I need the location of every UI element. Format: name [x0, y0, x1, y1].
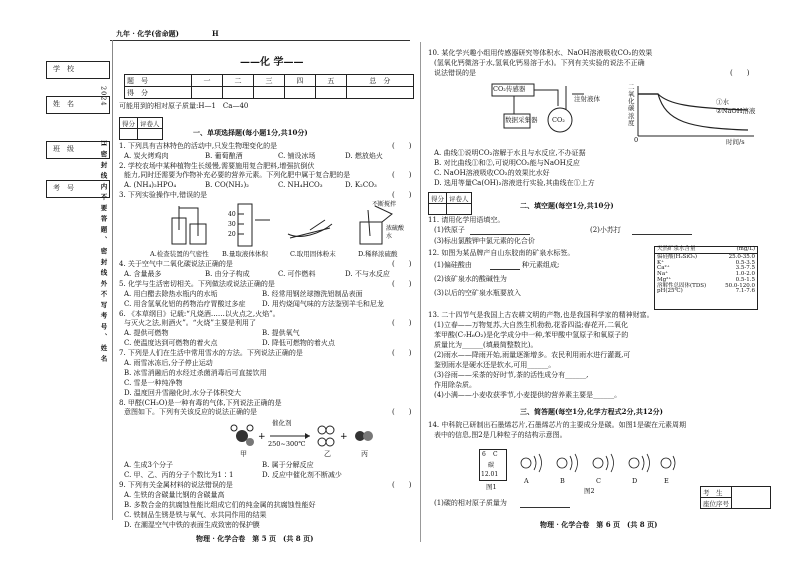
section-1-heading: 一、单项选择题(每小题1分,共10分): [193, 128, 308, 137]
sensor-label: CO₂传感器: [493, 85, 526, 93]
figure-2-caption: 图2: [584, 487, 595, 495]
label-row-value: 7.1-7.6: [735, 288, 755, 295]
origin-label: 0: [634, 136, 639, 144]
scorer-score-label: 得分: [120, 118, 138, 129]
q13-line: (1)立春——万物复苏,大自然生机勃勃,花香四溢;春花开,二氧化: [434, 321, 628, 329]
answer-paren[interactable]: ( ): [392, 280, 412, 288]
atomic-number: 6: [482, 451, 486, 458]
label-row-name: 偏硅酸(H₂SiO₃): [657, 253, 698, 260]
q3-caption-b: B.量取液体体积: [222, 250, 268, 258]
option: A. 生成3个分子: [124, 461, 173, 469]
q13-line: (4)小满——小麦收获季节,小麦提供的营养素主要是______。: [434, 391, 622, 399]
scorer-score-label: 得分: [429, 193, 447, 204]
seat-label-2: 座位序号: [701, 498, 732, 509]
score-table-cell: 五: [315, 75, 346, 87]
seat-label: 考 生: [701, 487, 732, 498]
score-input[interactable]: [253, 87, 284, 99]
answer-paren[interactable]: ( ): [392, 191, 412, 199]
score-input[interactable]: [346, 87, 413, 99]
scorer-reviewer-input[interactable]: [447, 204, 472, 215]
option: C. 可作燃料: [278, 270, 316, 278]
class-label: 班 级: [53, 145, 74, 153]
question-13: 13. 二十四节气是我国上古农耕文明的产物,也是我国科学家的精神财富。: [428, 311, 654, 319]
label-row-name: Na⁺: [657, 271, 668, 278]
question-6-cont: 与灭火之法,则酒火”。“火烧”主要是利用了: [124, 319, 256, 327]
answer-blank[interactable]: [520, 507, 570, 508]
question-4: 4. 关于空气中二氧化碳说法正确的是: [119, 260, 233, 268]
answer-paren[interactable]: ( ): [392, 171, 412, 179]
option: D. 选用等量Ca(OH)₂溶液进行实验,其曲线在①上方: [434, 179, 595, 187]
left-page-footer: 物理 · 化学合卷 第 5 页 (共 8 页): [196, 534, 314, 543]
answer-paren[interactable]: ( ): [392, 481, 412, 489]
school-label: 学 校: [53, 65, 74, 73]
option: B. 冰雪消融后的水经过杀菌消毒后可直接饮用: [124, 369, 267, 377]
seat-number-box: [700, 486, 771, 509]
score-table-cell: 题 号: [125, 75, 192, 87]
q13-line: 质量比为______(填最简整数比)。: [434, 341, 538, 349]
option: B. CO(NH₂)₂: [205, 181, 249, 189]
question-10-cont: (氢氧化钙微溶于水,氢氧化钙易溶于水)。下列有关实验的说法不正确: [434, 59, 645, 67]
svg-text:+: +: [340, 432, 348, 442]
question-8-cont: 意图如下。下列有关该反应的说法正确的是: [124, 408, 257, 416]
atomic-structure-figure: [512, 450, 682, 476]
x-axis-label: 时间/s: [726, 138, 745, 146]
option: A. (NH₄)₂HPO₄: [124, 181, 177, 189]
page-divider: [420, 42, 421, 542]
atom-label: B: [560, 477, 565, 485]
label-row-value: 0.5-1.5: [735, 276, 755, 283]
score-table-cell: 四: [284, 75, 315, 87]
question-14: 14. 中科院已研制出石墨烯芯片,石墨烯芯片的主要成分是碳。如图1是碳在元素周期: [428, 421, 687, 429]
q3-caption-d: D.稀释浓硫酸: [358, 250, 398, 258]
label-row-value: 50.0-120.0: [725, 282, 755, 289]
species-jia-label: 甲: [240, 450, 247, 458]
name-label: 姓 名: [53, 100, 74, 108]
option: B. 属于分解反应: [262, 461, 314, 469]
h-mark: H: [212, 29, 219, 38]
option: D. 降低可燃物的着火点: [262, 339, 335, 347]
graduated-cylinder-icon: [238, 204, 270, 246]
atomic-mass-note: 可能用到的相对原子质量:H—1 Ca—40: [119, 102, 249, 110]
atom-c-icon: [593, 458, 603, 468]
q13-line: 作用除杂质。: [434, 381, 476, 389]
section-3-heading: 三、简答题(每空1分,化学方程式2分,共12分): [520, 407, 663, 416]
q13-line: 苯甲酸(C₇H₆O₂)是化学成分中一种,苯甲酸中氢原子和氧原子的: [434, 331, 629, 339]
score-table-cell: 总 分: [346, 75, 413, 87]
q13-line: 鉴别雨水是硬水还是软水,可用______。: [434, 361, 556, 369]
option: A. 曲线①说明CO₂溶解于水且与水反应,不办证据: [434, 149, 586, 157]
q14-item-1: (1)碳的相对原子质量为: [434, 499, 507, 507]
option: D. 在潮湿空气中铁的表面生成致密的保护膜: [124, 521, 260, 529]
label-row-name: Mg²⁺: [657, 276, 672, 283]
question-2-cont: 能力,同时还需要为作物补充必要的营养元素。下列化肥中属于复合肥的是: [124, 171, 351, 179]
option: B. 由分子构成: [205, 270, 250, 278]
option: A. 含量最多: [124, 270, 162, 278]
question-11: 11. 请用化学用语填空。: [428, 216, 505, 224]
scorer-box: [119, 117, 163, 140]
molecule-bing-icon: [355, 431, 373, 441]
score-table-cell: 得 分: [125, 87, 192, 99]
exam-no-label: 考 号: [53, 184, 74, 192]
score-table-cell: 二: [223, 75, 254, 87]
option: D. 燃放焰火: [345, 152, 383, 160]
label-row-name: pH(25℃): [657, 288, 683, 295]
label-unit: (mg/L): [736, 246, 755, 252]
question-14-cont: 表中的信息,图2是几种粒子的结构示意图。: [434, 431, 567, 439]
atom-b-icon: [557, 458, 567, 468]
option: B. 对比曲线①和②,可说明CO₂能与NaOH反应: [434, 159, 580, 167]
option: A. 生铁的含碳量比钢的含碳量高: [124, 491, 225, 499]
year-vertical: 2024: [99, 86, 108, 107]
score-table: [124, 74, 414, 99]
q13-line: (2)雨水——降雨开始,雨量逐渐增多。农民利用雨水进行灌溉,可: [434, 351, 631, 359]
question-3: 3. 下列实验操作中,错误的是: [119, 191, 208, 199]
score-input[interactable]: [223, 87, 254, 99]
q12-item: (3)以后的空矿泉水瓶要放入: [434, 289, 521, 297]
element-symbol: C: [493, 451, 498, 458]
atom-label: E: [664, 477, 669, 485]
option: B. 多数合金的抗腐蚀性能比组成它们的纯金属的抗腐蚀性能好: [124, 501, 316, 509]
answer-paren[interactable]: ( ): [392, 142, 412, 150]
answer-blank[interactable]: [632, 234, 692, 235]
tick-label: 30: [228, 221, 236, 228]
tick-label: 20: [228, 231, 236, 238]
scorer-box-2: [428, 192, 472, 215]
element-name: 碳: [488, 462, 495, 469]
element-card: [479, 449, 507, 481]
q13-line: (3)谷雨——采茶的好时节,茶的活性成分有______,: [434, 371, 589, 379]
label-row-name: 溶解性总固体(TDS): [657, 282, 707, 289]
label-title: 天然矿泉水含量: [657, 246, 696, 252]
label-row-value: 0.5-3.5: [735, 259, 755, 266]
answer-paren[interactable]: ( ): [730, 69, 750, 77]
q11-item: (1)铁原子: [434, 226, 465, 234]
option: D. 不与水反应: [345, 270, 390, 278]
seal-line: [112, 40, 113, 520]
question-6: 6. 《本草纲目》记载:“凡烧酒……以火点之,火焰”。: [119, 310, 280, 318]
option: C. 铁制品生锈是铁与氧气、水共同作用的结果: [124, 511, 267, 519]
atom-label: C: [596, 477, 601, 485]
option: D. 用灼烧闻气味的方法鉴别羊毛和尼龙: [262, 300, 384, 308]
answer-paren[interactable]: ( ): [392, 349, 412, 357]
answer-blank[interactable]: [490, 269, 520, 270]
option: C. 用含氢氧化铝的药物治疗胃酸过多症: [124, 300, 246, 308]
option: D. 温度回升雪融化时,水分子体积变大: [124, 389, 242, 397]
score-table-cell: 三: [253, 75, 284, 87]
answer-blank[interactable]: [470, 234, 530, 235]
q11-item: (2)小苏打: [590, 226, 621, 234]
label-row-name: Ca²⁺: [657, 265, 670, 272]
atom-e-icon: [661, 458, 671, 468]
label-row-name: K⁺: [657, 259, 665, 266]
y-axis-label: 二氧化碳浓度: [628, 83, 635, 127]
right-page-footer: 物理 · 化学合卷 第 6 页 (共 8 页): [540, 520, 658, 529]
water-label: 水: [386, 233, 393, 240]
q3-caption-a: A.检查装置的气密性: [150, 250, 209, 258]
acid-label: 浓硫酸: [386, 225, 405, 232]
answer-paren[interactable]: ( ): [392, 408, 412, 416]
option: B. 提供氧气: [262, 329, 300, 337]
q11-item: (3)标出氯酸钾中氯元素的化合价: [434, 237, 535, 245]
score-input[interactable]: [315, 87, 346, 99]
question-7: 7. 下列是人们在生活中常用雪水的方法。下列说法正确的是: [119, 349, 303, 357]
score-input[interactable]: [284, 87, 315, 99]
q12-item: (1)偏硅酸由: [434, 261, 472, 269]
option: C. 雪是一种纯净物: [124, 379, 183, 387]
scorer-reviewer-label: 评卷人: [138, 118, 163, 129]
species-yi-label: 乙: [324, 450, 331, 458]
scorer-reviewer-label: 评卷人: [447, 193, 472, 204]
recorder-label: 数据采集器: [505, 116, 538, 124]
question-1: 1. 下列具有吉林特色的活动中,只发生物理变化的是: [119, 142, 278, 150]
option: D. 反应中催化剂不断减少: [262, 471, 342, 479]
question-10-cont: 说法错误的是: [434, 69, 476, 77]
answer-paren[interactable]: ( ): [392, 260, 412, 268]
q12-item: (2)该矿泉水的酸碱性为: [434, 275, 507, 283]
tick-label: 40: [228, 211, 236, 218]
species-bing-label: 丙: [361, 450, 368, 458]
atom-d-icon: [629, 458, 639, 468]
section-2-heading: 二、填空题(每空1分,共10分): [520, 201, 614, 210]
stir-label: 不断搅拌: [372, 201, 397, 208]
option: B. 葡萄酿酒: [205, 152, 243, 160]
bottle-label: CO₂: [552, 116, 565, 124]
scorer-score-input[interactable]: [120, 129, 138, 140]
grade-line: 九年 · 化学(省命题): [116, 29, 179, 38]
option: C. 铺设冰场: [278, 152, 316, 160]
option: C. NH₄HCO₃: [278, 181, 323, 189]
option: B. 经常用钢丝球擦洗铝制品表面: [262, 290, 363, 298]
seat-number-input[interactable]: [732, 487, 771, 509]
atom-a-icon: [521, 458, 531, 468]
airtight-check-icon: [172, 206, 206, 244]
mineral-water-label: [654, 246, 758, 310]
svg-text:+: +: [258, 432, 266, 442]
catalyst-label: 催化剂: [272, 419, 292, 427]
question-12: 12. 如图为某品牌产自山东胶南的矿泉水标签。: [428, 249, 575, 257]
question-10: 10. 某化学兴趣小组用传感器研究等体积水、NaOH溶液吸收CO₂的效果: [428, 49, 653, 57]
question-8: 8. 甲醛(CH₂O)是一种有毒的气体,下列说法正确的是: [119, 399, 282, 407]
figure-1-caption: 图1: [486, 483, 497, 491]
question-9: 9. 下列有关金属材料的说法错误的是: [119, 481, 233, 489]
score-table-cell: 一: [192, 75, 223, 87]
question-2: 2. 学校农场中某种植物生长缓慢,需要施用复合肥料,增强抗倒伏: [119, 162, 315, 170]
seal-vertical: H 密 封 线 内 不 要 答 题 、 密 封 线 外 不 写 考 号 、 姓 名: [99, 140, 108, 363]
question-5: 5. 化学与生活密切相关。下列做法或说法正确的是: [119, 280, 275, 288]
answer-paren[interactable]: ( ): [392, 319, 412, 327]
q3-apparatus-figure: [160, 200, 410, 250]
atomic-mass: 12.01: [481, 471, 499, 478]
legend-water: ①水: [716, 98, 729, 106]
scorer-reviewer-input[interactable]: [138, 129, 163, 140]
legend-naoh: ②NaOH溶液: [716, 107, 756, 115]
scorer-score-input[interactable]: [429, 204, 447, 215]
option: A. 用白醋去除热水瓶内的水垢: [124, 290, 218, 298]
molecule-yi-icon: [318, 426, 334, 446]
option: D. K₂CO₃: [345, 181, 377, 189]
option: A. 提供可燃物: [124, 329, 169, 337]
label-row-value: 3.5-7.5: [735, 265, 755, 272]
option: C. 甲、乙、丙的分子个数比为1∶1: [124, 471, 234, 479]
option: C. 使温度达到可燃物的着火点: [124, 339, 218, 347]
option: A. 炭火烤鸡肉: [124, 152, 169, 160]
atom-label: D: [632, 477, 638, 485]
page-title: ——化 学——: [240, 57, 304, 68]
label-row: [657, 289, 755, 295]
option: C. NaOH溶液吸收CO₂的效果比水好: [434, 169, 550, 177]
header-rule: [110, 40, 410, 41]
label-row-value: 25.0-35.0: [728, 253, 755, 260]
q3-caption-c: C.取用固体粉末: [290, 250, 336, 258]
molecule-jia-icon: [231, 425, 254, 446]
q12-item: 种元素组成;: [522, 261, 560, 269]
atom-label: A: [524, 477, 529, 485]
option: A. 雨雪冰冻后,分子停止运动: [124, 359, 213, 367]
temperature-label: 250~300℃: [268, 440, 306, 448]
powder-test-tube-icon: [288, 220, 332, 238]
inject-label: 注射液体: [574, 95, 600, 103]
label-row-value: 1.0-2.0: [735, 271, 755, 278]
score-input[interactable]: [192, 87, 223, 99]
